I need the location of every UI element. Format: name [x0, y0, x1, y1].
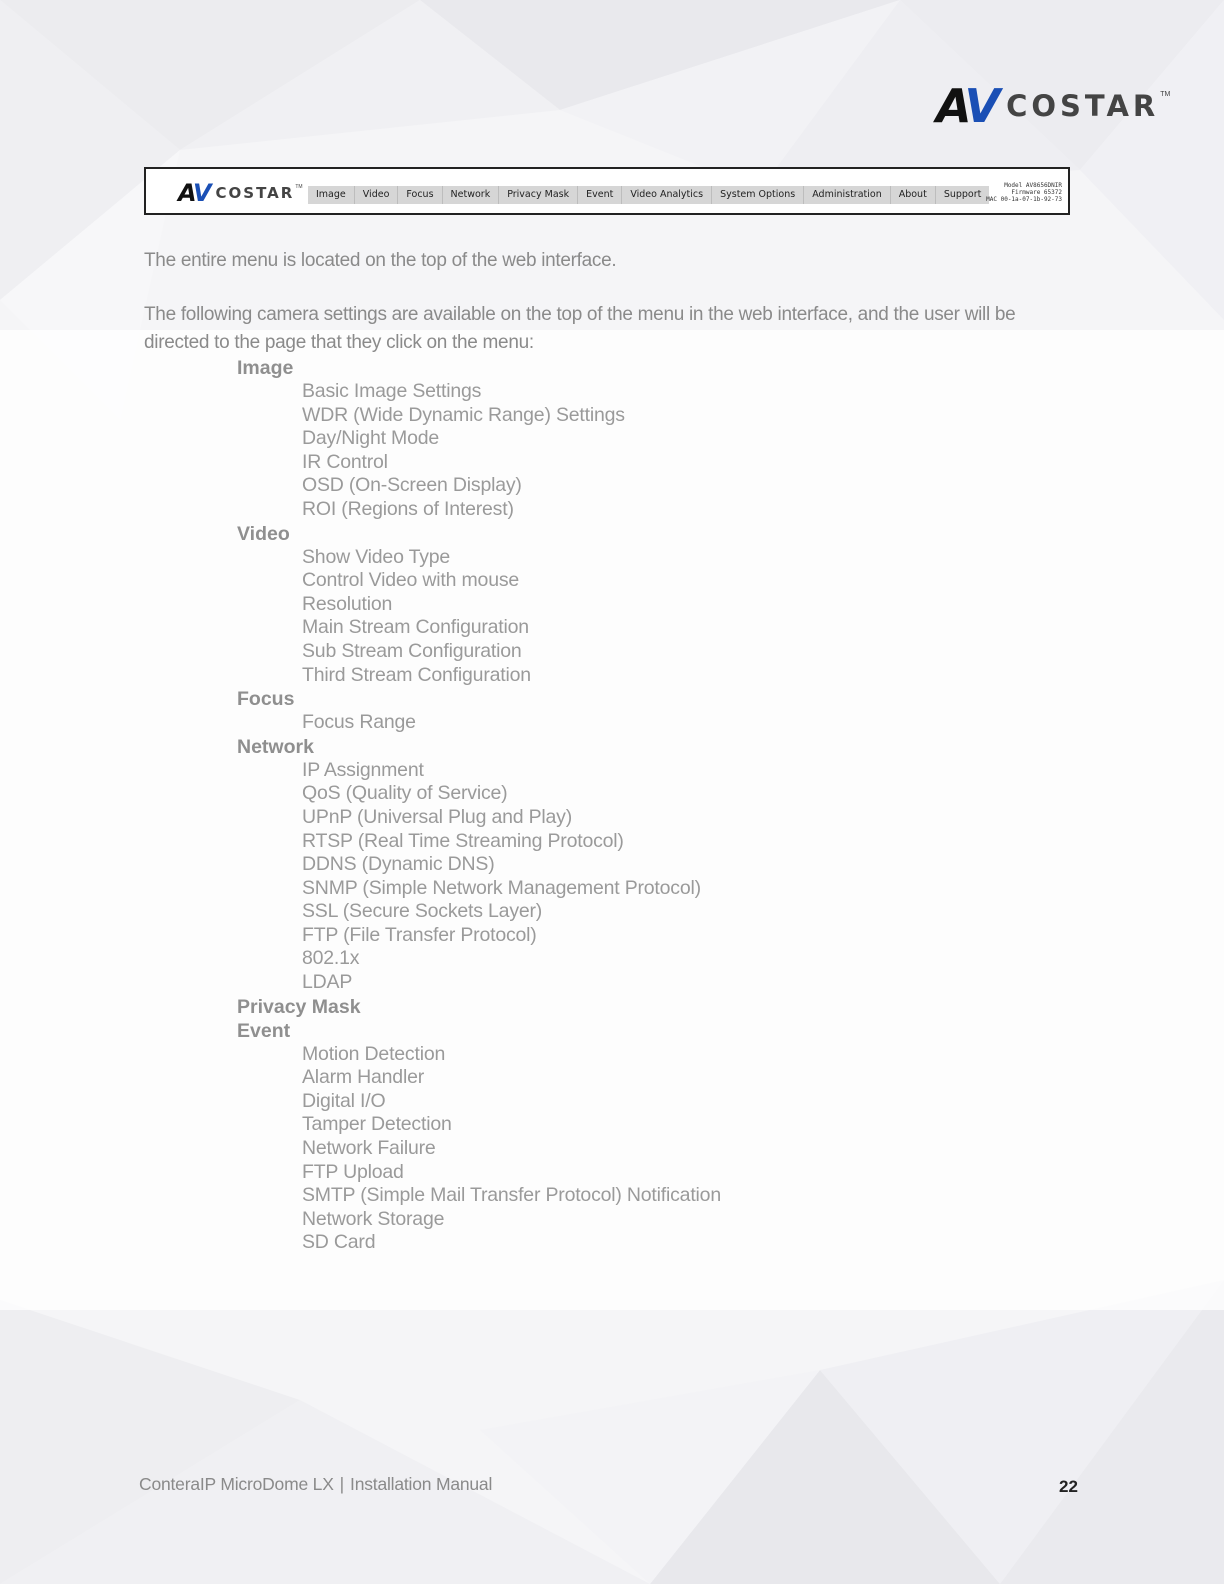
nav-video[interactable]: Video [355, 186, 399, 204]
nav-video-analytics[interactable]: Video Analytics [622, 186, 712, 204]
page-number: 22 [1059, 1477, 1078, 1496]
category-heading: Network [237, 735, 314, 758]
device-mac: MAC 00-1a-07-1b-92-73 [986, 196, 1062, 203]
settings-list [237, 356, 937, 1255]
setting-item: OSD (On-Screen Display) [302, 474, 522, 497]
setting-item: Basic Image Settings [302, 380, 482, 402]
setting-item: SSL (Secure Sockets Layer) [302, 900, 543, 923]
device-firmware: Firmware 65372 [1011, 189, 1062, 196]
setting-item: Focus Range [302, 711, 416, 734]
nav-event[interactable]: Event [578, 186, 622, 204]
footer [139, 1474, 492, 1495]
footer-doc-title: Installation Manual [350, 1474, 493, 1494]
intro-paragraph: The entire menu is located on the top of the web interface. [144, 250, 617, 271]
setting-item: ROI (Regions of Interest) [302, 497, 514, 520]
menubar-trademark: TM [295, 184, 303, 190]
setting-item: IP Assignment [302, 758, 424, 781]
setting-item: RTSP (Real Time Streaming Protocol) [302, 829, 624, 852]
costar-wordmark: COSTAR [1006, 89, 1160, 123]
description-paragraph: The following camera settings are available on the top of the menu in the web interface, and the user will be directed to the page that they click on the menu: [144, 304, 1016, 353]
web-interface-menu-screenshot [144, 167, 1070, 215]
category-heading: Privacy Mask [237, 995, 361, 1018]
setting-item: Motion Detection [302, 1042, 446, 1065]
setting-item: SD Card [302, 1231, 376, 1254]
nav-focus[interactable]: Focus [398, 186, 442, 204]
setting-item: Tamper Detection [302, 1113, 452, 1136]
setting-item: 802.1x [302, 947, 360, 970]
setting-item: Network Failure [302, 1137, 436, 1160]
setting-item: SNMP (Simple Network Management Protocol) [302, 876, 701, 899]
costar-logo [936, 79, 1171, 133]
setting-item: Resolution [302, 592, 393, 615]
footer-separator: | [339, 1474, 345, 1494]
setting-item: LDAP [302, 971, 353, 994]
av-logo-mark: AV [936, 79, 997, 133]
setting-item: Sub Stream Configuration [302, 639, 522, 662]
setting-item: QoS (Quality of Service) [302, 782, 508, 805]
setting-item: UPnP (Universal Plug and Play) [302, 805, 573, 828]
setting-item: Control Video with mouse [302, 569, 520, 592]
setting-item: Show Video Type [302, 545, 451, 568]
setting-item: FTP Upload [302, 1160, 404, 1183]
menubar-wordmark: COSTAR [215, 184, 295, 202]
setting-item: Day/Night Mode [302, 427, 440, 450]
category-heading: Event [237, 1019, 291, 1042]
setting-item: Alarm Handler [302, 1066, 425, 1089]
setting-item: Third Stream Configuration [302, 663, 531, 686]
menubar-logo [178, 181, 303, 205]
category-heading: Image [237, 357, 294, 379]
nav-network[interactable]: Network [443, 186, 500, 204]
category-heading: Focus [237, 688, 295, 711]
device-model: Model AV8656DNIR [1004, 182, 1062, 189]
setting-item: Digital I/O [302, 1089, 386, 1112]
category-heading: Video [237, 522, 290, 545]
nav-privacy-mask[interactable]: Privacy Mask [499, 186, 578, 204]
setting-item: Network Storage [302, 1207, 445, 1230]
footer-product: ConteraIP MicroDome LX [139, 1474, 334, 1494]
nav-system-options[interactable]: System Options [712, 186, 804, 204]
trademark-symbol: TM [1160, 90, 1171, 98]
setting-item: SMTP (Simple Mail Transfer Protocol) Notification [302, 1184, 721, 1207]
setting-item: IR Control [302, 450, 388, 473]
menubar-nav [308, 186, 989, 204]
setting-item: WDR (Wide Dynamic Range) Settings [302, 403, 625, 426]
setting-item: FTP (File Transfer Protocol) [302, 923, 537, 946]
nav-support[interactable]: Support [943, 189, 982, 200]
setting-item: Main Stream Configuration [302, 616, 529, 639]
device-info [986, 182, 1062, 203]
menubar-av-mark: AV [178, 179, 210, 207]
setting-item: DDNS (Dynamic DNS) [302, 853, 495, 876]
nav-image[interactable]: Image [308, 186, 355, 204]
nav-administration[interactable]: Administration [804, 186, 891, 204]
nav-about[interactable]: About [891, 186, 936, 204]
